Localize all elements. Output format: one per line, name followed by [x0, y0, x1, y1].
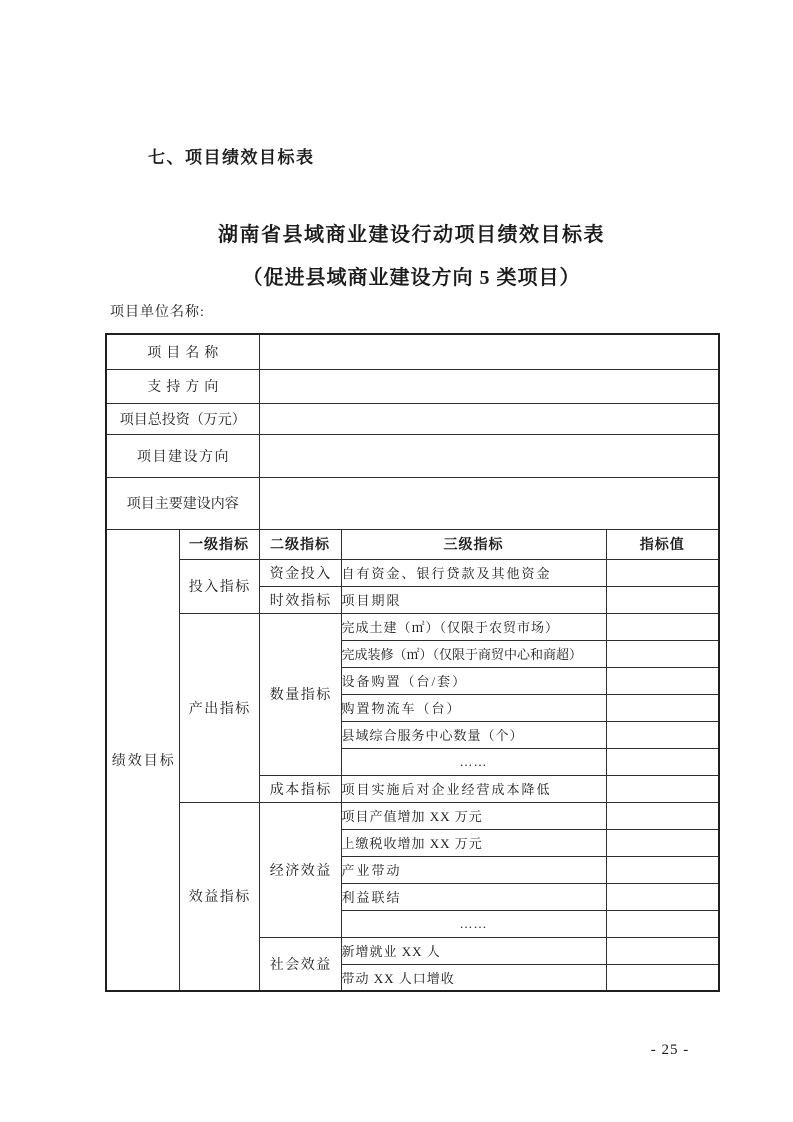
value-cell	[606, 775, 719, 802]
level3-cell: 上缴税收增加 XX 万元	[341, 829, 606, 856]
section-heading: 七、项目绩效目标表	[148, 148, 315, 167]
level2-cell-cost: 成本指标	[259, 775, 341, 802]
info-label-cell: 支持方向	[106, 369, 259, 403]
level2-cell-fund: 资金投入	[259, 559, 341, 586]
level3-cell: 项目期限	[341, 586, 606, 613]
table-row	[106, 434, 719, 477]
level1-cell-benefit: 效益指标	[179, 802, 259, 991]
table-row	[106, 334, 719, 369]
level3-cell: 自有资金、银行贷款及其他资金	[341, 559, 606, 586]
col-header-level2: 二级指标	[259, 529, 341, 559]
info-value-cell	[259, 434, 719, 477]
value-cell	[606, 829, 719, 856]
level1-cell-output: 产出指标	[179, 613, 259, 802]
ellipsis-cell: ……	[341, 910, 606, 937]
level1-cell-input: 投入指标	[179, 559, 259, 613]
level3-cell: 设备购置（台/套）	[341, 667, 606, 694]
value-cell	[606, 586, 719, 613]
level2-cell-economic: 经济效益	[259, 802, 341, 937]
doc-title: 湖南省县域商业建设行动项目绩效目标表	[218, 224, 605, 246]
value-cell	[606, 910, 719, 937]
level3-cell: 产业带动	[341, 856, 606, 883]
value-cell	[606, 721, 719, 748]
level2-cell-social: 社会效益	[259, 937, 341, 991]
table-row	[106, 403, 719, 434]
level2-cell-quantity: 数量指标	[259, 613, 341, 775]
table-row	[106, 559, 719, 586]
col-header-level1: 一级指标	[179, 529, 259, 559]
value-cell	[606, 856, 719, 883]
info-value-cell	[259, 403, 719, 434]
value-cell	[606, 640, 719, 667]
info-label-cell: 项目主要建设内容	[106, 477, 259, 529]
table-row	[106, 613, 719, 640]
doc-subtitle: （促进县域商业建设方向 5 类项目）	[242, 267, 581, 289]
info-label-cell: 项目名称	[106, 334, 259, 369]
level3-cell: 完成装修（㎡）（仅限于商贸中心和商超）	[341, 640, 606, 667]
col-header-level3: 三级指标	[341, 529, 606, 559]
value-cell	[606, 802, 719, 829]
level2-cell-time: 时效指标	[259, 586, 341, 613]
value-cell	[606, 613, 719, 640]
info-value-cell	[259, 334, 719, 369]
level3-cell: 新增就业 XX 人	[341, 937, 606, 964]
value-cell	[606, 748, 719, 775]
value-cell	[606, 937, 719, 964]
table-row	[106, 529, 719, 559]
info-value-cell	[259, 369, 719, 403]
level3-cell: 带动 XX 人口增收	[341, 964, 606, 991]
unit-name-label: 项目单位名称:	[110, 305, 205, 320]
level3-cell: 县域综合服务中心数量（个）	[341, 721, 606, 748]
info-label-cell: 项目总投资（万元）	[106, 403, 259, 434]
page-number: - 25 -	[650, 1042, 690, 1058]
value-cell	[606, 964, 719, 991]
level3-cell: 利益联结	[341, 883, 606, 910]
info-label-cell: 项目建设方向	[106, 434, 259, 477]
value-cell	[606, 667, 719, 694]
table-row	[106, 477, 719, 529]
ellipsis-cell: ……	[341, 748, 606, 775]
table-row	[106, 802, 719, 829]
level3-cell: 购置物流车（台）	[341, 694, 606, 721]
value-cell	[606, 883, 719, 910]
level3-cell: 项目实施后对企业经营成本降低	[341, 775, 606, 802]
col-header-value: 指标值	[606, 529, 719, 559]
performance-table	[105, 333, 720, 992]
perf-rowheader-cell: 绩效目标	[106, 529, 179, 991]
level3-cell: 项目产值增加 XX 万元	[341, 802, 606, 829]
value-cell	[606, 694, 719, 721]
info-value-cell	[259, 477, 719, 529]
table-row	[106, 369, 719, 403]
level3-cell: 完成土建（㎡）（仅限于农贸市场）	[341, 613, 606, 640]
value-cell	[606, 559, 719, 586]
